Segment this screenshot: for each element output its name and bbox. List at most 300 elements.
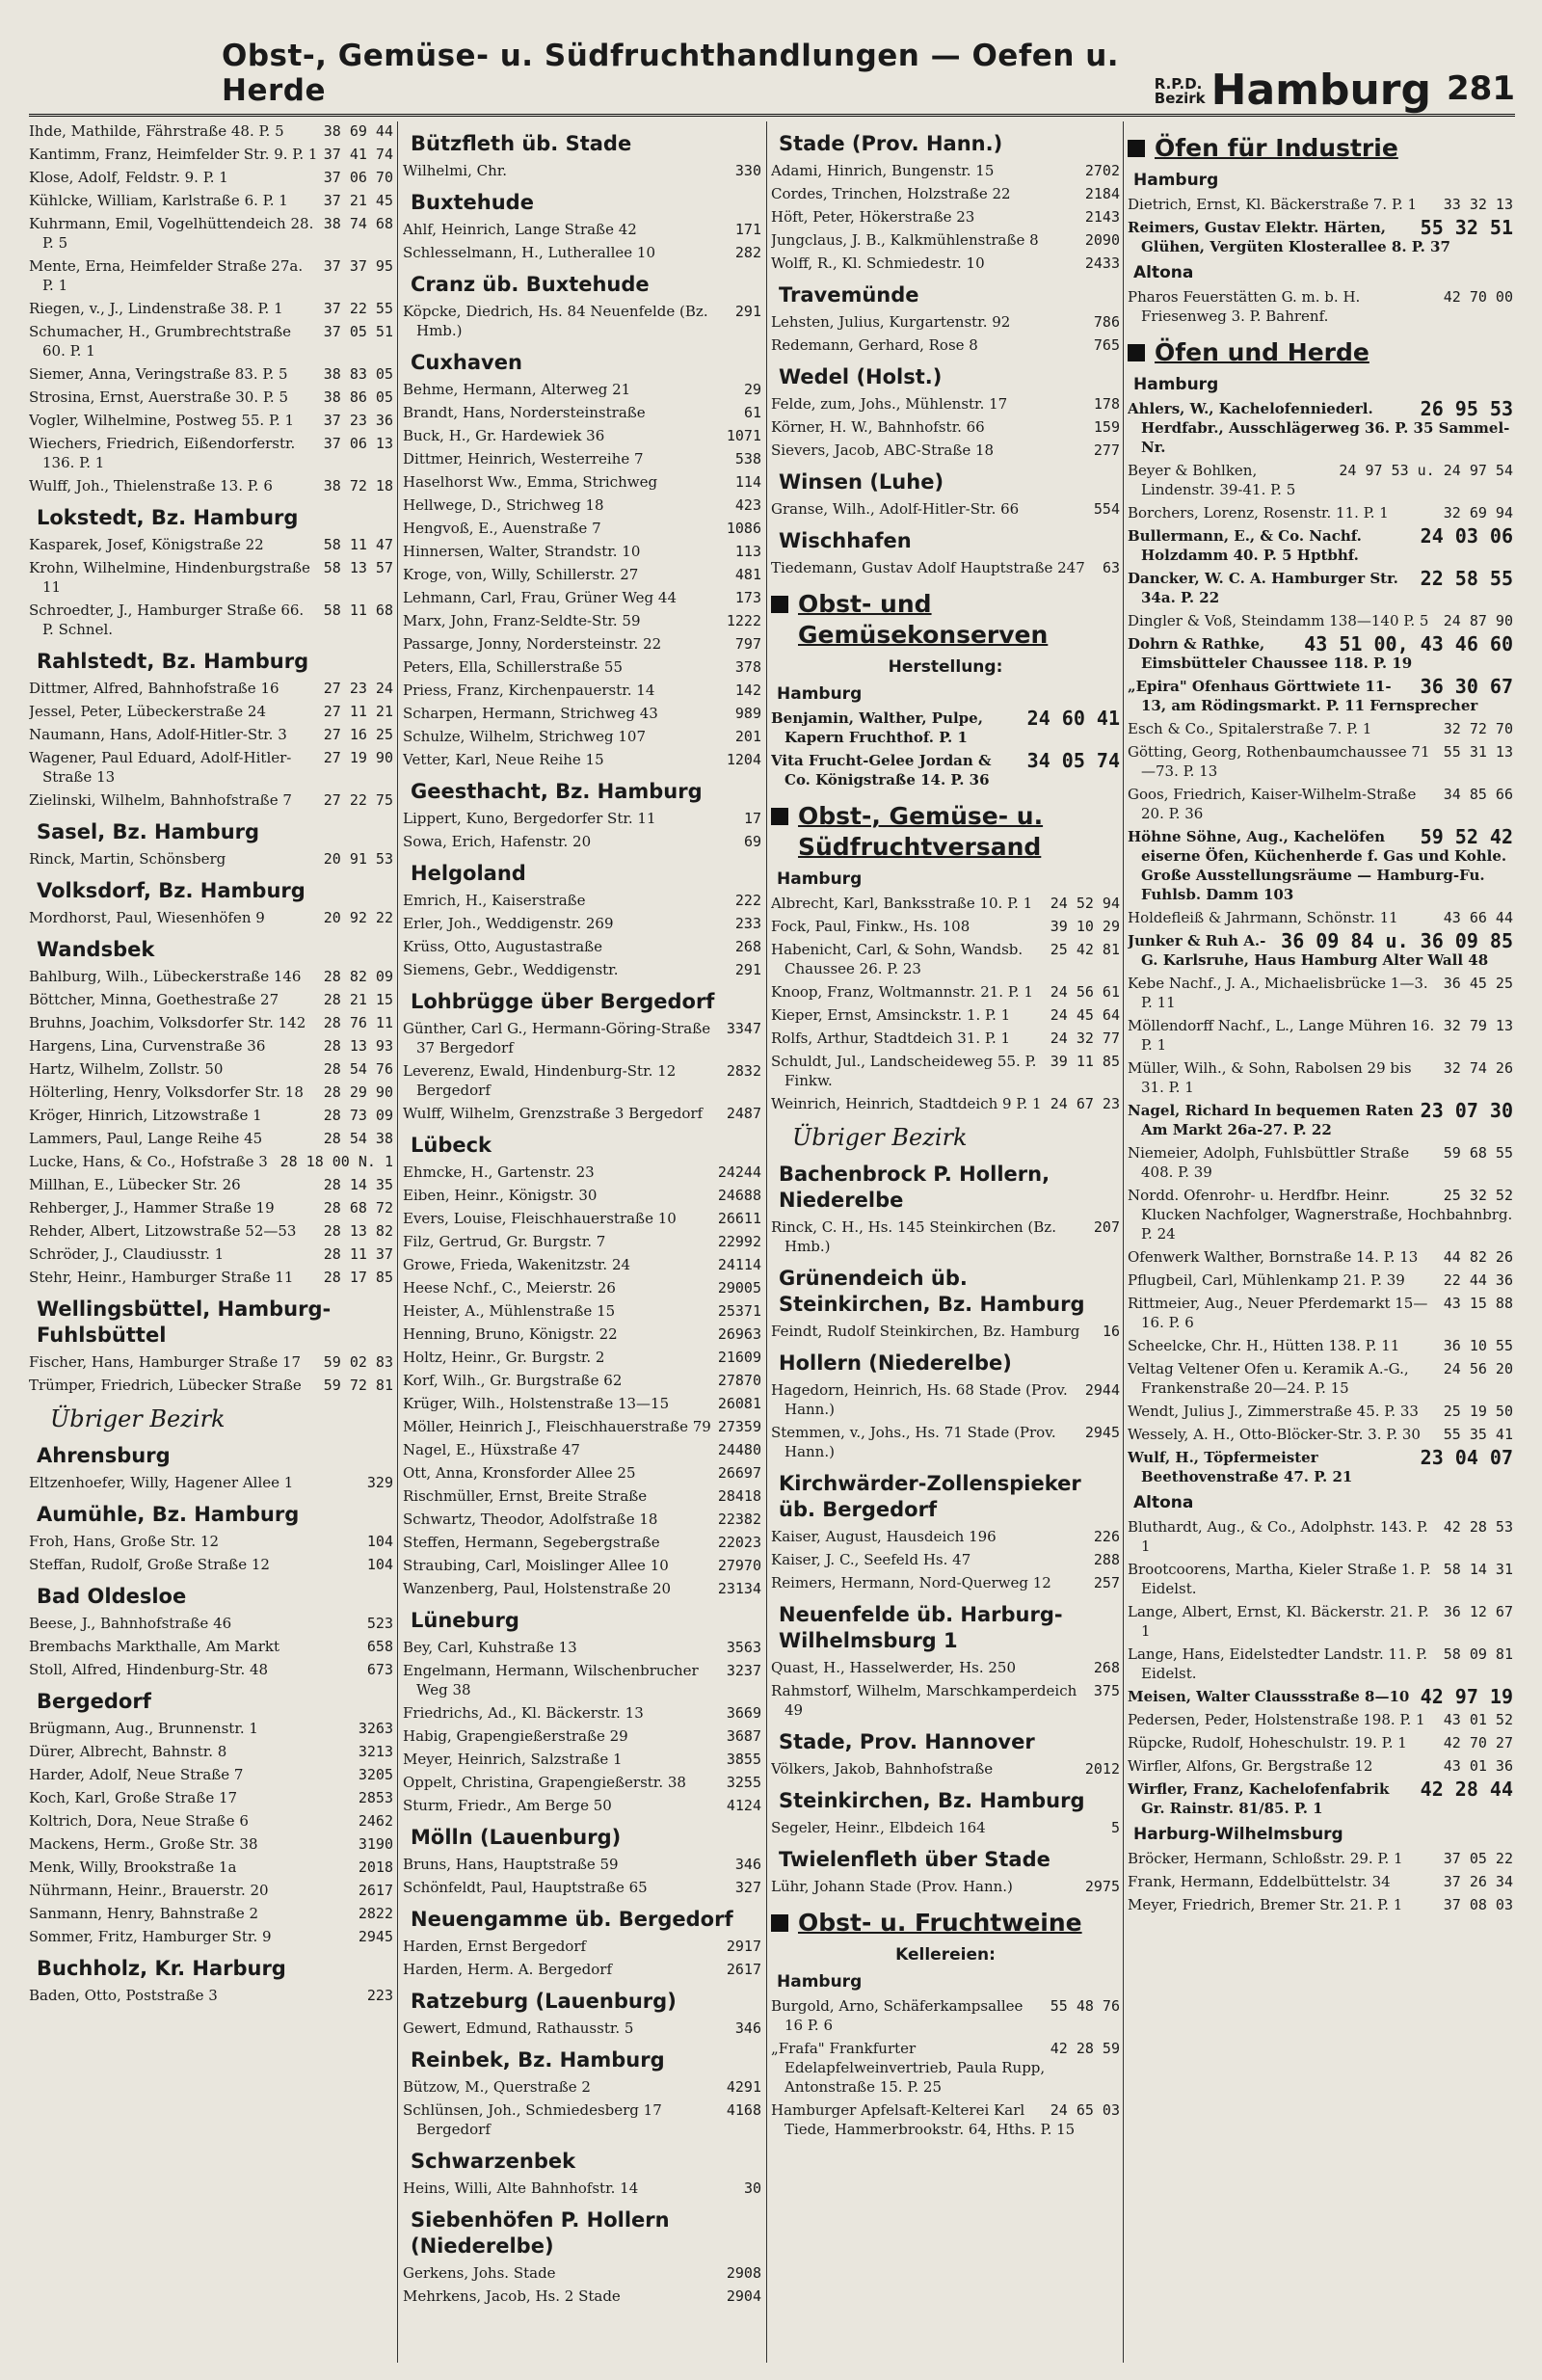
place-heading: Buchholz, Kr. Harburg [37, 1957, 286, 1980]
listing-text: Harder, Adolf, Neue Straße 7 [29, 1766, 244, 1783]
phone-number: 233 [734, 915, 761, 932]
listing-text: Pflugbeil, Carl, Mühlenkamp 21. P. 39 [1128, 1271, 1405, 1289]
listing-entry [1128, 461, 1513, 499]
place-heading: Rahlstedt, Bz. Hamburg [37, 650, 309, 673]
listing-text: Mordhorst, Paul, Wiesenhöfen 9 [29, 909, 265, 926]
listing-text: Bluthardt, Aug., & Co., Adolphstr. 143. P. 1 [1128, 1518, 1428, 1555]
listing-entry [1128, 1016, 1513, 1055]
listing-text: Borchers, Lorenz, Rosenstr. 11. P. 1 [1128, 504, 1389, 521]
phone-number: 58 11 47 [323, 536, 393, 553]
listing-text: Wagener, Paul Eduard, Adolf-Hitler-Straße 13 [29, 749, 292, 786]
place-heading: Cranz üb. Buxtehude [411, 273, 650, 296]
phone-number: 2975 [1084, 1878, 1120, 1895]
phone-number: 37 21 45 [323, 192, 393, 209]
listing-entry [29, 434, 393, 472]
listing-text: Adami, Hinrich, Bungenstr. 15 [771, 162, 995, 179]
phone-number: 28 54 38 [323, 1130, 393, 1147]
listing-text: Frank, Hermann, Eddelbüttelstr. 34 [1128, 1873, 1391, 1890]
phone-number: 29005 [717, 1279, 761, 1297]
listing-text: Schwartz, Theodor, Adolfstraße 18 [403, 1511, 658, 1528]
listing-text: Gewert, Edmund, Rathausstr. 5 [403, 2019, 634, 2037]
listing-entry [29, 476, 393, 495]
phone-number: 55 31 13 [1443, 743, 1513, 761]
listing-text: Rittmeier, Aug., Neuer Pferdemarkt 15—16. P. 6 [1128, 1295, 1428, 1331]
listing-text: Steffan, Rudolf, Große Straße 12 [29, 1556, 270, 1573]
phone-number: 28 73 09 [323, 1107, 393, 1124]
phone-number: 32 79 13 [1443, 1017, 1513, 1034]
listing-entry [29, 1244, 393, 1264]
listing-text: Krüss, Otto, Augustastraße [403, 938, 603, 955]
listing-entry [29, 191, 393, 210]
listing-entry [1128, 1336, 1513, 1355]
listing-text: Körner, H. W., Bahnhofstr. 66 [771, 418, 985, 436]
listing-text: Brembachs Markthalle, Am Markt [29, 1638, 279, 1655]
listing-text: Koltrich, Dora, Neue Straße 6 [29, 1812, 249, 1830]
listing-entry [771, 2039, 1120, 2097]
listing-entry [403, 1278, 761, 1297]
phone-number: 2433 [1084, 254, 1120, 272]
phone-number: 37 08 03 [1443, 1896, 1513, 1913]
listing-text: Rinck, C. H., Hs. 145 Steinkirchen (Bz. Hmb.) [771, 1218, 1056, 1255]
subheading: Hamburg [1133, 375, 1219, 394]
listing-entry [1128, 1402, 1513, 1421]
listing-text: Hagedorn, Heinrich, Hs. 68 Stade (Prov. Hann.) [771, 1381, 1068, 1418]
listing-text: Ehmcke, H., Gartenstr. 23 [403, 1163, 595, 1181]
listing-entry [1128, 399, 1513, 457]
listing-entry [29, 168, 393, 187]
place-heading: Stade (Prov. Hann.) [779, 132, 1003, 155]
listing-entry [771, 335, 1120, 355]
listing-text: Froh, Hans, Große Str. 12 [29, 1533, 220, 1550]
phone-number: 38 72 18 [323, 477, 393, 495]
listing-text: Rehder, Albert, Litzowstraße 52—53 [29, 1222, 297, 1240]
phone-number: 26963 [717, 1325, 761, 1343]
listing-text: Dittmer, Alfred, Bahnhofstraße 16 [29, 680, 279, 697]
listing-text: Dittmer, Heinrich, Westerreihe 7 [403, 450, 644, 468]
phone-number: 24 60 41 [1026, 707, 1120, 730]
listing-entry [1128, 1186, 1513, 1243]
listing-entry [29, 1614, 393, 1633]
page-number: 281 [1447, 69, 1515, 108]
listing-text: Beese, J., Bahnhofstraße 46 [29, 1615, 232, 1632]
phone-number: 257 [1093, 1574, 1120, 1591]
place-heading: Ahrensburg [37, 1444, 171, 1467]
phone-number: 24 45 64 [1050, 1006, 1120, 1024]
listing-text: Niemeier, Adolph, Fuhlsbüttler Straße 408. P. 39 [1128, 1144, 1410, 1181]
phone-number: 554 [1093, 500, 1120, 518]
phone-number: 378 [734, 658, 761, 676]
place-heading: Lohbrügge über Bergedorf [411, 990, 715, 1013]
listing-entry [29, 725, 393, 744]
listing-entry [403, 611, 761, 630]
listing-entry [403, 2019, 761, 2038]
phone-number: 42 28 53 [1443, 1518, 1513, 1536]
listing-text: Schlünsen, Joh., Schmiedesberg 17 Bergedorf [403, 2101, 662, 2138]
place-heading: Stade, Prov. Hannover [779, 1730, 1035, 1753]
listing-entry [771, 917, 1120, 936]
listing-entry [1128, 1710, 1513, 1729]
listing-entry [771, 312, 1120, 332]
listing-entry [29, 1175, 393, 1194]
phone-number: 291 [734, 303, 761, 320]
listing-entry [771, 751, 1120, 789]
listing-text: Habig, Grapengießerstraße 29 [403, 1727, 628, 1745]
listing-entry [771, 1759, 1120, 1778]
phone-number: 24 87 90 [1443, 612, 1513, 629]
listing-entry [29, 1036, 393, 1056]
listing-entry [29, 908, 393, 927]
listing-text: Leverenz, Ewald, Hindenburg-Str. 12 Bergedorf [403, 1062, 677, 1099]
listing-text: Rüpcke, Rudolf, Hoheschulstr. 19. P. 1 [1128, 1734, 1407, 1752]
listing-entry [403, 1061, 761, 1100]
phone-number: 38 83 05 [323, 365, 393, 383]
listing-entry [29, 1881, 393, 1900]
listing-text: Schulze, Wilhelm, Strichweg 107 [403, 728, 647, 745]
listing-entry [29, 1352, 393, 1372]
phone-number: 277 [1093, 441, 1120, 459]
phone-number: 330 [734, 162, 761, 179]
listing-entry [403, 1533, 761, 1552]
listing-text: Völkers, Jakob, Bahnhofstraße [771, 1760, 994, 1778]
listing-text: Möllendorff Nachf., L., Lange Mühren 16. P. 1 [1128, 1017, 1435, 1054]
listing-text: Jungclaus, J. B., Kalkmühlenstraße 8 [771, 231, 1039, 249]
phone-number: 5 [1110, 1819, 1120, 1836]
listing-text: Engelmann, Hermann, Wilschenbrucher Weg 38 [403, 1662, 699, 1698]
phone-number: 29 [743, 381, 761, 398]
place-heading: Ratzeburg (Lauenburg) [411, 1990, 677, 2013]
listing-text: Jessel, Peter, Lübeckerstraße 24 [29, 703, 266, 720]
phone-number: 159 [1093, 418, 1120, 436]
listing-entry [29, 1555, 393, 1574]
listing-entry [403, 1638, 761, 1657]
phone-number: 2917 [726, 1938, 761, 1955]
phone-number: 26 95 53 [1420, 397, 1513, 420]
listing-text: Dingler & Voß, Steindamm 138—140 P. 5 [1128, 612, 1429, 629]
listing-text: Bröcker, Hermann, Schloßstr. 29. P. 1 [1128, 1850, 1403, 1867]
listing-entry [403, 809, 761, 828]
phone-number: 288 [1093, 1551, 1120, 1568]
listing-entry [29, 535, 393, 554]
phone-number: 423 [734, 496, 761, 514]
listing-text: Sturm, Friedr., Am Berge 50 [403, 1797, 612, 1814]
phone-number: 22023 [717, 1534, 761, 1551]
phone-number: 2853 [358, 1789, 393, 1806]
phone-number: 17 [743, 810, 761, 827]
listing-text: Nagel, E., Hüxstraße 47 [403, 1441, 580, 1458]
listing-entry [771, 1877, 1120, 1896]
listing-text: Burgold, Arno, Schäferkampsallee 16 P. 6 [771, 1997, 1024, 2034]
phone-number: 20 92 22 [323, 909, 393, 926]
listing-entry [403, 2077, 761, 2097]
listing-text: Vetter, Karl, Neue Reihe 15 [403, 751, 604, 768]
listing-text: Kasparek, Josef, Königstraße 22 [29, 536, 264, 553]
listing-text: Reimers, Gustav Elektr. Härten, Glühen, Vergüten Klosterallee 8. P. 37 [1128, 219, 1450, 255]
listing-entry [403, 1019, 761, 1057]
phone-number: 22992 [717, 1233, 761, 1250]
phone-number: 2018 [358, 1859, 393, 1876]
phone-number: 28 54 76 [323, 1060, 393, 1078]
phone-number: 22 44 36 [1443, 1271, 1513, 1289]
listing-entry [771, 1029, 1120, 1048]
column-divider [766, 121, 767, 2363]
phone-number: 37 05 22 [1443, 1850, 1513, 1867]
listing-text: Lehsten, Julius, Kurgartenstr. 92 [771, 313, 1011, 331]
listing-entry [403, 403, 761, 422]
listing-entry [29, 1268, 393, 1287]
listing-entry [29, 1152, 393, 1171]
phone-number: 43 01 36 [1443, 1757, 1513, 1775]
listing-entry [29, 1904, 393, 1923]
listing-text: Dietrich, Ernst, Kl. Bäckerstraße 7. P. 1 [1128, 196, 1418, 213]
phone-number: 42 70 27 [1443, 1734, 1513, 1752]
phone-number: 3263 [358, 1720, 393, 1737]
phone-number: 673 [366, 1661, 393, 1678]
phone-number: 42 28 44 [1420, 1778, 1513, 1801]
phone-number: 34 05 74 [1026, 749, 1120, 772]
listing-entry [1128, 908, 1513, 927]
listing-entry [29, 322, 393, 361]
phone-number: 142 [734, 682, 761, 699]
listing-entry [403, 1417, 761, 1436]
listing-text: Köpcke, Diedrich, Hs. 84 Neuenfelde (Bz. Hmb.) [403, 303, 708, 339]
listing-entry [29, 299, 393, 318]
listing-text: Rehberger, J., Hammer Straße 19 [29, 1199, 275, 1217]
listing-text: Schroedter, J., Hamburger Straße 66. P. Schnel. [29, 602, 305, 638]
listing-entry [29, 748, 393, 787]
listing-entry [29, 214, 393, 253]
listing-entry [403, 1186, 761, 1205]
listing-text: Bahlburg, Wilh., Lübeckerstraße 146 [29, 968, 302, 985]
listing-text: Wulff, Joh., Thielenstraße 13. P. 6 [29, 477, 273, 495]
phone-number: 2617 [726, 1961, 761, 1978]
listing-text: Lippert, Kuno, Bergedorfer Str. 11 [403, 810, 656, 827]
listing-text: Millhan, E., Lübecker Str. 26 [29, 1176, 241, 1193]
phone-number: 989 [734, 705, 761, 722]
listing-entry [29, 1376, 393, 1395]
listing-entry [403, 1878, 761, 1897]
listing-entry [1128, 611, 1513, 630]
phone-number: 59 72 81 [323, 1377, 393, 1394]
phone-number: 3855 [726, 1751, 761, 1768]
listing-text: Reimers, Hermann, Nord-Querweg 12 [771, 1574, 1051, 1591]
phone-number: 27970 [717, 1557, 761, 1574]
listing-text: Rischmüller, Ernst, Breite Straße [403, 1487, 648, 1505]
listing-text: Höft, Peter, Hökerstraße 23 [771, 208, 975, 226]
phone-number: 55 32 51 [1420, 216, 1513, 239]
listing-text: Bey, Carl, Kuhstraße 13 [403, 1639, 577, 1656]
listing-entry [29, 1788, 393, 1807]
phone-number: 375 [1093, 1682, 1120, 1699]
listing-entry [403, 1348, 761, 1367]
category-title: Öfen für Industrie [1155, 134, 1398, 162]
listing-entry [1128, 1425, 1513, 1444]
listing-entry [1128, 742, 1513, 781]
listing-text: Sommer, Fritz, Hamburger Str. 9 [29, 1928, 272, 1945]
listing-text: Sowa, Erich, Hafenstr. 20 [403, 833, 592, 850]
phone-number: 173 [734, 589, 761, 606]
phone-number: 23 04 07 [1420, 1446, 1513, 1469]
phone-number: 30 [743, 2179, 761, 2197]
listing-entry [403, 495, 761, 515]
square-bullet-icon [771, 596, 788, 613]
phone-number: 24244 [717, 1163, 761, 1181]
listing-entry [403, 2179, 761, 2198]
phone-number: 22 58 55 [1420, 567, 1513, 590]
listing-entry [1128, 1517, 1513, 1556]
place-heading: Volksdorf, Bz. Hamburg [37, 879, 306, 902]
phone-number: 3237 [726, 1662, 761, 1679]
listing-text: Klose, Adolf, Feldstr. 9. P. 1 [29, 169, 228, 186]
listing-entry [1128, 503, 1513, 522]
listing-entry [29, 1059, 393, 1079]
phone-number: 28 76 11 [323, 1014, 393, 1031]
phone-number: 37 22 55 [323, 300, 393, 317]
listing-text: Granse, Wilh., Adolf-Hitler-Str. 66 [771, 500, 1020, 518]
listing-entry [29, 411, 393, 430]
listing-text: Erler, Joh., Weddigenstr. 269 [403, 915, 614, 932]
listing-text: Kebe Nachf., J. A., Michaelisbrücke 1—3. P. 11 [1128, 975, 1428, 1011]
listing-text: Weinrich, Heinrich, Stadtdeich 9 P. 1 [771, 1095, 1042, 1112]
listing-text: Eiben, Heinr., Königstr. 30 [403, 1187, 598, 1204]
listing-text: Rahmstorf, Wilhelm, Marschkamperdeich 49 [771, 1682, 1077, 1719]
listing-text: Fischer, Hans, Hamburger Straße 17 [29, 1353, 302, 1371]
phone-number: 43 01 52 [1443, 1711, 1513, 1728]
listing-entry [403, 1556, 761, 1575]
listing-text: Bruhns, Joachim, Volksdorfer Str. 142 [29, 1014, 306, 1031]
listing-text: Haselhorst Ww., Emma, Strichweg [403, 473, 658, 491]
listing-entry [1128, 195, 1513, 214]
place-heading: Wischhafen [779, 529, 912, 552]
listing-text: Kröger, Hinrich, Litzowstraße 1 [29, 1107, 262, 1124]
listing-text: Siemer, Anna, Veringstraße 83. P. 5 [29, 365, 288, 383]
phone-number: 3687 [726, 1727, 761, 1745]
listing-entry [403, 1960, 761, 1979]
listing-text: Nührmann, Heinr., Brauerstr. 20 [29, 1882, 269, 1899]
listing-entry [29, 1834, 393, 1854]
listing-text: Wirfler, Alfons, Gr. Bergstraße 12 [1128, 1757, 1373, 1775]
listing-text: Meyer, Heinrich, Salzstraße 1 [403, 1751, 623, 1768]
listing-text: Marx, John, Franz-Seldte-Str. 59 [403, 612, 641, 629]
phone-number: 37 06 13 [323, 435, 393, 452]
listing-text: Hargens, Lina, Curvenstraße 36 [29, 1037, 266, 1055]
listing-text: Growe, Frieda, Wakenitzstr. 24 [403, 1256, 631, 1273]
subheading: Hamburg [777, 1972, 863, 1992]
page-header [29, 39, 1515, 117]
listing-text: Veltag Veltener Ofen u. Keramik A.-G., Frankenstraße 20—24. P. 15 [1128, 1360, 1409, 1397]
listing-entry [403, 1661, 761, 1699]
phone-number: 22382 [717, 1511, 761, 1528]
listing-text: Kaiser, J. C., Seefeld Hs. 47 [771, 1551, 971, 1568]
listing-entry [29, 601, 393, 639]
listing-entry [403, 1796, 761, 1815]
listing-entry [403, 1301, 761, 1321]
listing-text: Knoop, Franz, Woltmannstr. 21. P. 1 [771, 983, 1033, 1001]
phone-number: 178 [1093, 395, 1120, 413]
subheading: Hamburg [777, 869, 863, 889]
listing-entry [403, 220, 761, 239]
place-heading: Winsen (Luhe) [779, 470, 944, 494]
listing-entry [403, 161, 761, 180]
phone-number: 2832 [726, 1062, 761, 1080]
subheading: Harburg-Wilhelmsburg [1133, 1825, 1343, 1844]
listing-entry [771, 394, 1120, 414]
city-name: Hamburg [1210, 66, 1432, 115]
listing-entry [29, 145, 393, 164]
listing-entry [403, 426, 761, 445]
phone-number: 1086 [726, 520, 761, 537]
phone-number: 55 35 41 [1443, 1426, 1513, 1443]
phone-number: 58 13 57 [323, 559, 393, 576]
listing-text: Goos, Friedrich, Kaiser-Wilhelm-Straße 20. P. 36 [1128, 786, 1417, 822]
listing-text: Riegen, v., J., Lindenstraße 38. P. 1 [29, 300, 283, 317]
phone-number: 3347 [726, 1020, 761, 1037]
listing-text: Wolff, R., Kl. Schmiedestr. 10 [771, 254, 985, 272]
phone-number: 2090 [1084, 231, 1120, 249]
listing-text: Peters, Ella, Schillerstraße 55 [403, 658, 623, 676]
phone-number: 36 12 67 [1443, 1603, 1513, 1620]
listing-entry [1128, 1143, 1513, 1182]
place-heading: Bad Oldesloe [37, 1585, 187, 1608]
page-title: Obst-, Gemüse- u. Südfruchthandlungen — Oefen u. Herde [222, 39, 1120, 108]
listing-entry [771, 982, 1120, 1002]
place-heading: Reinbek, Bz. Hamburg [411, 2048, 665, 2072]
listing-text: Heese Nchf., C., Meierstr. 26 [403, 1279, 616, 1297]
place-heading: Lübeck [411, 1134, 492, 1157]
listing-entry [1128, 827, 1513, 904]
phone-number: 28 68 72 [323, 1199, 393, 1217]
listing-text: Esch & Co., Spitalerstraße 7. P. 1 [1128, 720, 1372, 737]
listing-entry [29, 679, 393, 698]
subheading: Hamburg [1133, 171, 1219, 190]
listing-entry [403, 1579, 761, 1598]
listing-entry [1128, 1849, 1513, 1868]
phone-number: 1071 [726, 427, 761, 444]
listing-text: Lange, Hans, Eidelstedter Landstr. 11. P. Eidelst. [1128, 1645, 1427, 1682]
listing-entry [771, 441, 1120, 460]
listing-text: Fock, Paul, Finkw., Hs. 108 [771, 918, 970, 935]
listing-entry [29, 1198, 393, 1217]
listing-entry [771, 1681, 1120, 1720]
listing-entry [29, 1221, 393, 1241]
listing-text: Siemens, Gebr., Weddigenstr. [403, 961, 619, 978]
listing-entry [29, 1106, 393, 1125]
listing-entry [403, 1937, 761, 1956]
listing-entry [771, 940, 1120, 978]
listing-text: Henning, Bruno, Königstr. 22 [403, 1325, 618, 1343]
listing-entry [29, 1927, 393, 1946]
listing-entry [29, 388, 393, 407]
listing-text: Stemmen, v., Johs., Hs. 71 Stade (Prov. Hann.) [771, 1424, 1056, 1460]
phone-number: 327 [734, 1879, 761, 1896]
place-heading: Bergedorf [37, 1690, 151, 1713]
phone-number: 28 13 93 [323, 1037, 393, 1055]
phone-number: 113 [734, 543, 761, 560]
phone-number: 658 [366, 1638, 393, 1655]
listing-text: Wulff, Wilhelm, Grenzstraße 3 Bergedorf [403, 1105, 704, 1122]
listing-entry [771, 417, 1120, 437]
listing-entry [29, 1637, 393, 1656]
listing-text: Lühr, Johann Stade (Prov. Hann.) [771, 1878, 1013, 1895]
phone-number: 346 [734, 2019, 761, 2037]
phone-number: 2617 [358, 1882, 393, 1899]
phone-number: 58 09 81 [1443, 1645, 1513, 1663]
listing-entry [403, 1855, 761, 1874]
listing-entry [403, 960, 761, 979]
phone-number: 55 48 76 [1050, 1997, 1120, 2015]
category-title: Obst- u. Fruchtweine [798, 1909, 1082, 1937]
listing-entry [403, 727, 761, 746]
listing-entry [1128, 1359, 1513, 1398]
